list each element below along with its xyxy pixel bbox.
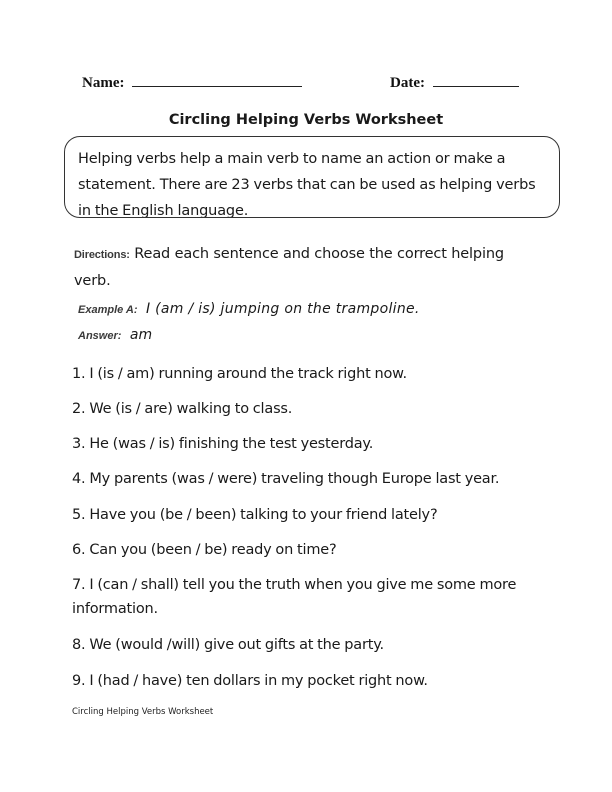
name-field[interactable] — [82, 72, 302, 92]
question-2[interactable]: 2. We (is / are) walking to class. — [72, 401, 293, 417]
question-3[interactable]: 3. He (was / is) finishing the test yesterday. — [72, 436, 374, 452]
question-4[interactable]: 4. My parents (was / were) traveling though Europe last year. — [72, 471, 500, 487]
date-label: Date: — [390, 75, 425, 91]
question-6[interactable]: 6. Can you (been / be) ready on time? — [72, 542, 337, 558]
directions-text: Read each sentence and choose the correct helping verb. — [74, 246, 504, 289]
page-title: Circling Helping Verbs Worksheet — [168, 112, 444, 128]
question-5[interactable]: 5. Have you (be / been) talking to your friend lately? — [72, 507, 438, 523]
answer-value: am — [129, 327, 153, 343]
example-answer — [78, 327, 152, 343]
answer-label: Answer: — [78, 330, 122, 342]
date-field[interactable] — [390, 72, 519, 92]
directions-label: Directions: — [74, 249, 130, 261]
directions — [74, 241, 544, 294]
intro-text: Helping verbs help a main verb to name an action or make a statement. There are 23 verbs that can be used as helping verbs in the English language. — [78, 151, 536, 218]
example-label: Example A: — [78, 304, 138, 316]
question-7[interactable]: 7. I (can / shall) tell you the truth when you give me some more information. — [72, 577, 517, 617]
example-a — [78, 301, 420, 317]
question-9[interactable]: 9. I (had / have) ten dollars in my pocket right now. — [72, 673, 428, 689]
date-blank-line[interactable] — [433, 72, 519, 87]
question-8[interactable]: 8. We (would /will) give out gifts at the party. — [72, 637, 384, 653]
name-blank-line[interactable] — [132, 72, 302, 87]
intro-box — [64, 136, 560, 218]
worksheet-header — [0, 72, 612, 94]
example-sentence: I (am / is) jumping on the trampoline. — [145, 301, 420, 317]
name-label: Name: — [82, 75, 125, 91]
footer-text: Circling Helping Verbs Worksheet — [72, 707, 214, 717]
question-1[interactable]: 1. I (is / am) running around the track right now. — [72, 366, 407, 382]
